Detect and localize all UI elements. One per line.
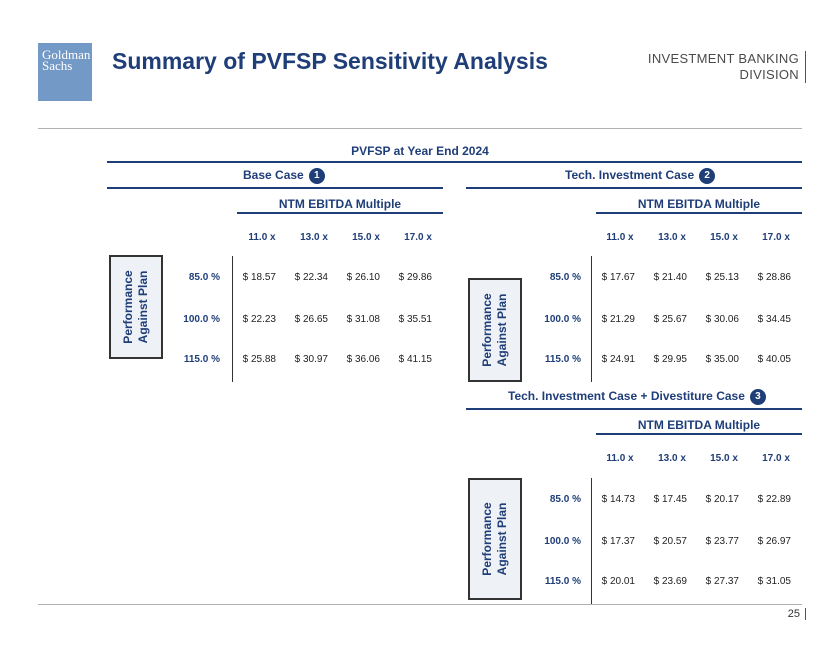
table-cell: $ 17.67: [601, 272, 635, 283]
section-title: PVFSP at Year End 2024: [351, 144, 489, 158]
multiple-header: 15.0 x: [352, 232, 380, 243]
table-cell: $ 25.13: [705, 272, 739, 283]
table-title-text: Tech. Investment Case: [565, 168, 695, 183]
table-cell: $ 30.97: [294, 354, 328, 365]
axis-label-line-1: Performance: [480, 502, 494, 576]
row-label: 115.0 %: [544, 576, 581, 587]
axis-label-line-2: Against Plan: [495, 502, 509, 576]
multiple-header: 15.0 x: [710, 453, 738, 464]
table-cell: $ 35.51: [398, 314, 432, 325]
page-number: 25: [788, 608, 806, 620]
row-label: 85.0 %: [188, 272, 220, 283]
multiple-header: 13.0 x: [300, 232, 328, 243]
table-title-divestiture-case: [508, 389, 766, 405]
table-title-text: Base Case: [243, 168, 304, 183]
axis-label-line-2: Against Plan: [495, 293, 509, 367]
table-cell: $ 17.37: [601, 536, 635, 547]
table-cell: $ 40.05: [757, 354, 791, 365]
page-title: Summary of PVFSP Sensitivity Analysis: [112, 48, 548, 74]
table-cell: $ 26.65: [294, 314, 328, 325]
performance-axis-box: [468, 478, 522, 600]
multiple-header: 17.0 x: [762, 232, 790, 243]
multiple-headers: [594, 453, 802, 464]
performance-axis-label: [121, 270, 151, 343]
table-cell: $ 22.23: [242, 314, 276, 325]
table-title-base-case: [243, 168, 325, 184]
table-cell: $ 29.95: [653, 354, 687, 365]
multiple-header: 11.0 x: [606, 232, 634, 243]
table-cell: $ 20.17: [705, 494, 739, 505]
multiple-headers: [594, 232, 802, 243]
table-cell: $ 22.34: [294, 272, 328, 283]
table-title-text: Tech. Investment Case + Divestiture Case: [508, 389, 745, 404]
table-cell: $ 20.01: [601, 576, 635, 587]
table-cell: $ 41.15: [398, 354, 432, 365]
multiple-header: 13.0 x: [658, 453, 686, 464]
table-cell: $ 35.00: [705, 354, 739, 365]
table-cell: $ 22.89: [757, 494, 791, 505]
table-cell: $ 28.86: [757, 272, 791, 283]
axis-label-line-2: Against Plan: [136, 270, 150, 344]
table-cell: $ 25.88: [242, 354, 276, 365]
badge-2: 2: [699, 168, 715, 184]
table-cell: $ 21.40: [653, 272, 687, 283]
table-cell: $ 31.08: [346, 314, 380, 325]
table-cell: $ 25.67: [653, 314, 687, 325]
table-cell: $ 36.06: [346, 354, 380, 365]
table-cell: $ 34.45: [757, 314, 791, 325]
table-cell: $ 17.45: [653, 494, 687, 505]
table-title-rule: [466, 187, 802, 189]
table-cell: $ 18.57: [242, 272, 276, 283]
table-cell: $ 23.77: [705, 536, 739, 547]
row-label: 115.0 %: [544, 354, 581, 365]
table-subtitle: NTM EBITDA Multiple: [278, 197, 402, 211]
performance-axis-label: [480, 502, 510, 575]
table-cell: $ 26.10: [346, 272, 380, 283]
goldman-sachs-logo: [38, 43, 92, 101]
badge-1: 1: [309, 168, 325, 184]
table-cell: $ 31.05: [757, 576, 791, 587]
table-cell: $ 21.29: [601, 314, 635, 325]
axis-label-line-1: Performance: [480, 293, 494, 367]
header-divider: [38, 128, 802, 129]
table-title-rule: [466, 408, 802, 410]
multiple-header: 17.0 x: [404, 232, 432, 243]
logo-line-2: Sachs: [42, 58, 73, 73]
row-label: 85.0 %: [549, 494, 581, 505]
row-label: 115.0 %: [183, 354, 220, 365]
row-label: 85.0 %: [549, 272, 581, 283]
multiple-headers: [236, 232, 444, 243]
table-cell: $ 20.57: [653, 536, 687, 547]
footer-divider: [38, 604, 802, 605]
axis-label-line-1: Performance: [121, 270, 135, 344]
table-cell: $ 14.73: [601, 494, 635, 505]
badge-3: 3: [750, 389, 766, 405]
performance-axis-box: [468, 278, 522, 382]
row-label: 100.0 %: [544, 314, 581, 325]
logo-line-1: Goldman: [42, 47, 91, 62]
section-title-rule: [107, 161, 802, 163]
table-subtitle: NTM EBITDA Multiple: [637, 197, 761, 211]
row-label: 100.0 %: [183, 314, 220, 325]
subtitle-rule: [596, 212, 802, 214]
multiple-header: 15.0 x: [710, 232, 738, 243]
table-cell: $ 24.91: [601, 354, 635, 365]
table-cell: $ 23.69: [653, 576, 687, 587]
performance-axis-box: [109, 255, 163, 359]
table-title-rule: [107, 187, 443, 189]
subtitle-rule: [237, 212, 443, 214]
table-cell: $ 29.86: [398, 272, 432, 283]
multiple-header: 11.0 x: [248, 232, 276, 243]
division-line-2: DIVISION: [739, 67, 799, 82]
multiple-header: 11.0 x: [606, 453, 634, 464]
table-cell: $ 30.06: [705, 314, 739, 325]
multiple-header: 13.0 x: [658, 232, 686, 243]
multiple-header: 17.0 x: [762, 453, 790, 464]
table-cell: $ 27.37: [705, 576, 739, 587]
table-subtitle: NTM EBITDA Multiple: [637, 418, 761, 432]
row-label: 100.0 %: [544, 536, 581, 547]
subtitle-rule: [596, 433, 802, 435]
division-line-1: INVESTMENT BANKING: [647, 51, 799, 66]
division-label: [648, 51, 806, 83]
performance-axis-label: [480, 293, 510, 366]
table-title-tech-investment-case: [565, 168, 715, 184]
table-cell: $ 26.97: [757, 536, 791, 547]
